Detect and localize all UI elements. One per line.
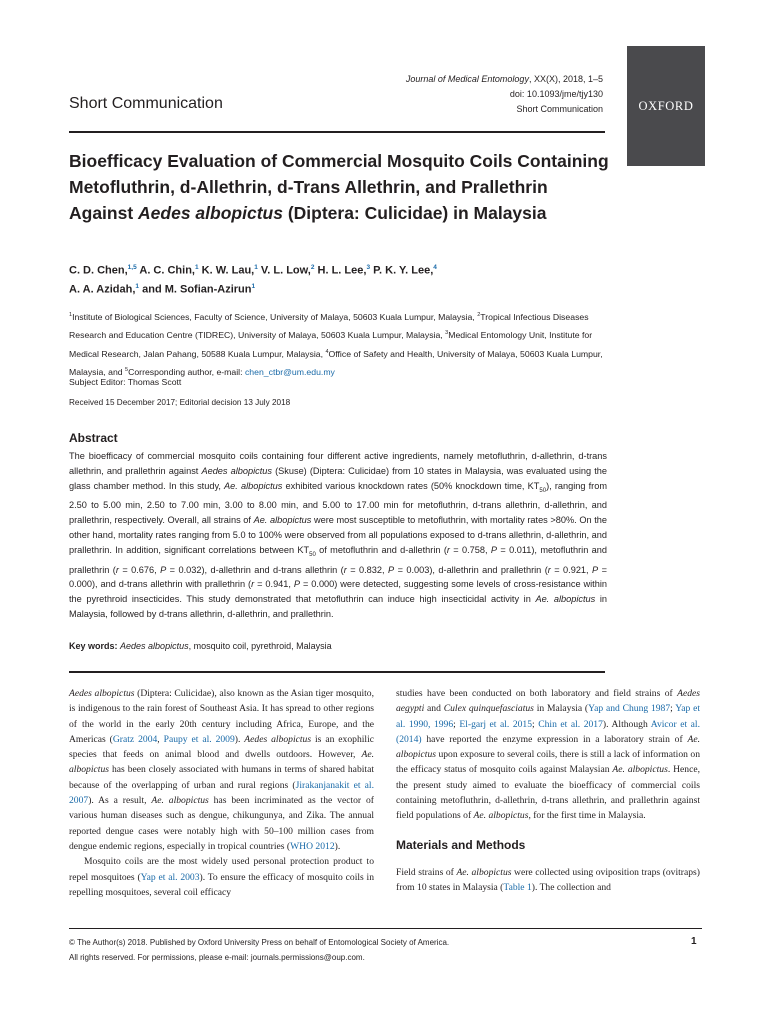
header-divider: [69, 131, 605, 133]
author-affil-ref[interactable]: 1: [194, 264, 199, 271]
reference-link[interactable]: Yap et al. 2003: [140, 871, 200, 883]
journal-volume: , XX(X), 2018, 1–5: [528, 74, 603, 84]
body-column-left: [69, 686, 374, 900]
paragraph: Mosquito coils are the most widely used personal protection product to repel mosquitoes (Yap et al. 2003). To ensure the efficacy of mosquito coils in repelling mosquitoes, several coil efficacy: [69, 856, 375, 898]
copyright-footer: [69, 935, 449, 965]
abstract-heading: Abstract: [69, 431, 118, 445]
title-part-2: (Diptera: Culicidae) in Malaysia: [282, 203, 547, 223]
author-name: V. L. Low,: [260, 264, 311, 277]
title-species: Aedes albopictus: [138, 203, 283, 223]
article-type: Short Communication: [516, 104, 603, 114]
paragraph: Aedes albopictus (Diptera: Culicidae), also known as the Asian tiger mosquito, is indigenous to the rain forest of Southeast Asia. It has spread to other regions of the world in the early 20th century including Africa, Europe, and the Americas (Gratz 2004, Paupy et al. 2009). Aedes albopictus is an exophilic species that feeds on animal blood and dwells outdoors. However, Ae. albopictus has been closely associated with humans in terms of shared habitat because of the overlapping of urban and rural regions (Jirakanjanakit et al. 2007). As a result, Ae. albopictus has been incriminated as the vector of various human diseases such as dengue, chikungunya, and Zika. The annual reported dengue cases were notably high with 50–100 million cases from dengue endemic regions, especially in tropical countries (WHO 2012).: [69, 688, 374, 852]
author-name: K. W. Lau,: [201, 264, 255, 277]
subject-editor: Subject Editor: Thomas Scott: [69, 377, 182, 387]
table-link[interactable]: Table 1: [503, 882, 532, 894]
footer-divider: [69, 928, 702, 929]
author-affil-ref[interactable]: 1: [135, 282, 140, 290]
reference-link[interactable]: El-garj et al. 2015: [459, 718, 533, 730]
journal-citation: [406, 72, 603, 117]
author-name: P. K. Y. Lee,: [373, 264, 434, 277]
received-dates: Received 15 December 2017; Editorial decision 13 July 2018: [69, 398, 291, 407]
keywords-label: Key words:: [69, 641, 118, 651]
permissions-line: All rights reserved. For permissions, please e-mail: journals.permissions@oup.com.: [69, 953, 365, 962]
abstract-divider: [69, 671, 605, 673]
paragraph: Field strains of Ae. albopictus were collected using oviposition traps (ovitraps) from 10 states in Malaysia (Table 1). The collection and: [396, 866, 700, 894]
reference-link[interactable]: Chin et al. 2017: [538, 718, 603, 730]
affiliation-5: Corresponding author, e-mail:: [128, 366, 245, 377]
affiliation-3: Medical Entomology Unit, Institute for Medical Research, Jalan Pahang, 50588 Kuala Lumpur, Malaysia,: [69, 330, 593, 359]
page-number: 1: [691, 936, 697, 947]
author-affil-ref[interactable]: 3: [366, 264, 371, 271]
author-affil-ref[interactable]: 1: [251, 282, 256, 290]
author-name: H. L. Lee,: [317, 264, 367, 277]
reference-link[interactable]: Yap and Chung 1987: [588, 703, 671, 715]
reference-link[interactable]: Paupy et al. 2009: [163, 733, 235, 745]
author-affil-ref[interactable]: 4: [433, 264, 437, 271]
reference-link[interactable]: WHO 2012: [290, 840, 335, 852]
copyright-line: © The Author(s) 2018. Published by Oxford University Press on behalf of Entomological Society of America.: [69, 938, 450, 947]
author-line-2: [69, 279, 614, 298]
reference-link[interactable]: Avicor et al. (2014): [396, 718, 700, 745]
author-name: A. A. Azidah,: [69, 283, 136, 296]
reference-link[interactable]: Jirakanjanakit et al. 2007: [69, 779, 374, 807]
affiliation-1: Institute of Biological Sciences, Faculty of Science, University of Malaya, 50603 Kuala Lumpur, Malaysia,: [72, 311, 478, 322]
title-part-1: Bioefficacy Evaluation of Commercial Mosquito Coils Containing Metofluthrin, d-Allethrin, d-Trans Allethrin, and Prallethrin Against: [69, 151, 609, 223]
affiliations: $^1$Institute of Biological Sciences, Faculty of Science, University of Malaya, 50603 Kuala Lumpur, Malaysia, $^2$Tropical Infectious Diseases Research and Education Centre (TIDREC), University of Malaya, 50603 Kuala Lumpur, Malaysia, $^3$Medical Entomology Unit, Institute for Medical Research, Jalan Pahang, 50588 Kuala Lumpur, Malaysia, $^4$Office of Safety and Health, University of Malaya, 50603 Kuala Lumpur, Malaysia, and $^5$Corresponding author, e-mail: chen_ctbr@um.edu.my: [69, 311, 603, 377]
species-name: Aedes albopictus: [201, 465, 272, 476]
journal-line: [406, 72, 603, 87]
reference-link[interactable]: Gratz 2004: [112, 733, 158, 745]
publisher-logo: [627, 46, 705, 166]
author-affil-ref[interactable]: 1: [254, 264, 258, 271]
doi[interactable]: doi: 10.1093/jme/tjy130: [509, 89, 603, 99]
author-name: C. D. Chen,: [69, 264, 128, 277]
publisher-logo-text: OXFORD: [638, 99, 694, 113]
affiliation-2: Tropical Infectious Diseases Research and Education Centre (TIDREC), University of Malaya, 50603 Kuala Lumpur, Malaysia,: [69, 311, 589, 341]
journal-name: Journal of Medical Entomology: [405, 74, 529, 84]
keywords: Key words: Aedes albopictus, mosquito coil, pyrethroid, Malaysia: [69, 641, 332, 651]
author-name: A. C. Chin,: [139, 264, 195, 277]
abstract-text: The bioefficacy of commercial mosquito coils containing four different active ingredients, namely metofluthrin, d-allethrin, d-trans allethrin, and prallethrin against Aedes albopictus (Skuse) (Diptera: Culicidae) from 10 states in Malaysia, was evaluated using the glass chamber method. In this study, Ae. albopictus exhibited various knockdown rates (50% knockdown time, $KT_{50}$), ranging from 2.50 to 5.00 min, 2.50 to 7.00 min, 3.00 to 8.00 min, and 5.00 to 17.00 min for metofluthrin, d-trans allethrin, d-allethrin, and prallethrin, respectively. Overall, all strains of Ae. albopictus were most susceptible to metofluthrin, with mortality rates >80%. On the other hand, mortality rates ranging from 5.0 to 100% were observed from all populations exposed to d-trans allethrin, d-allethrin, and prallethrin. In addition, significant correlations between $KT_{50}$ of metofluthrin and d-allethrin (r = 0.758, P = 0.011), metofluthrin and prallethrin (r = 0.676, P = 0.032), d-allethrin and d-trans allethrin (r = 0.832, P = 0.003), d-allethrin and prallethrin (r = 0.921, P = 0.000), and d-trans allethrin with prallethrin (r = 0.941, P = 0.000) were detected, suggesting some levels of cross-resistance within the pyrethroid insecticides. This study demonstrated that metofluthrin can induce high insecticidal activity in Ae. albopictus in Malaysia, followed by d-trans allethrin, d-allethrin, and prallethrin.: [69, 451, 607, 620]
author-name: and M. Sofian-Azirun: [142, 283, 252, 296]
species-name: Ae. albopictus: [253, 515, 312, 526]
affiliation-4: Office of Safety and Health, University of Malaya, 50603 Kuala Lumpur, Malaysia, and: [69, 348, 603, 377]
author-affil-ref[interactable]: 1,5: [127, 264, 137, 271]
section-heading-methods: Materials and Methods: [396, 837, 526, 852]
reference-link[interactable]: Yap et al. 1990, 1996: [396, 703, 701, 730]
body-column-right: [396, 686, 700, 896]
author-affil-ref[interactable]: 2: [310, 264, 315, 271]
author-list: [69, 260, 614, 297]
author-line-1: [69, 260, 614, 279]
species-name: Ae. albopictus: [224, 480, 283, 491]
species-name: Ae. albopictus: [535, 594, 596, 605]
section-label: Short Communication: [69, 95, 223, 112]
corresponding-email-link[interactable]: chen_ctbr@um.edu.my: [244, 366, 335, 377]
article-title: [69, 148, 614, 226]
paragraph: studies have been conducted on both laboratory and field strains of Aedes aegypti and Culex quinquefasciatus in Malaysia (Yap and Chung 1987; Yap et al. 1990, 1996; El-garj et al. 2015; Chin et al. 2017). Although Avicor et al. (2014) have reported the enzyme expression in a laboratory strain of Ae. albopictus upon exposure to several coils, there is still a lack of information on the efficacy status of mosquito coils against Malaysian Ae. albopictus. Hence, the present study aimed to evaluate the bioefficacy of commercial coils containing metofluthrin, d-allethrin, d-trans allethrin, and prallethrin against field populations of Ae. albopictus, for the first time in Malaysia.: [396, 688, 701, 822]
